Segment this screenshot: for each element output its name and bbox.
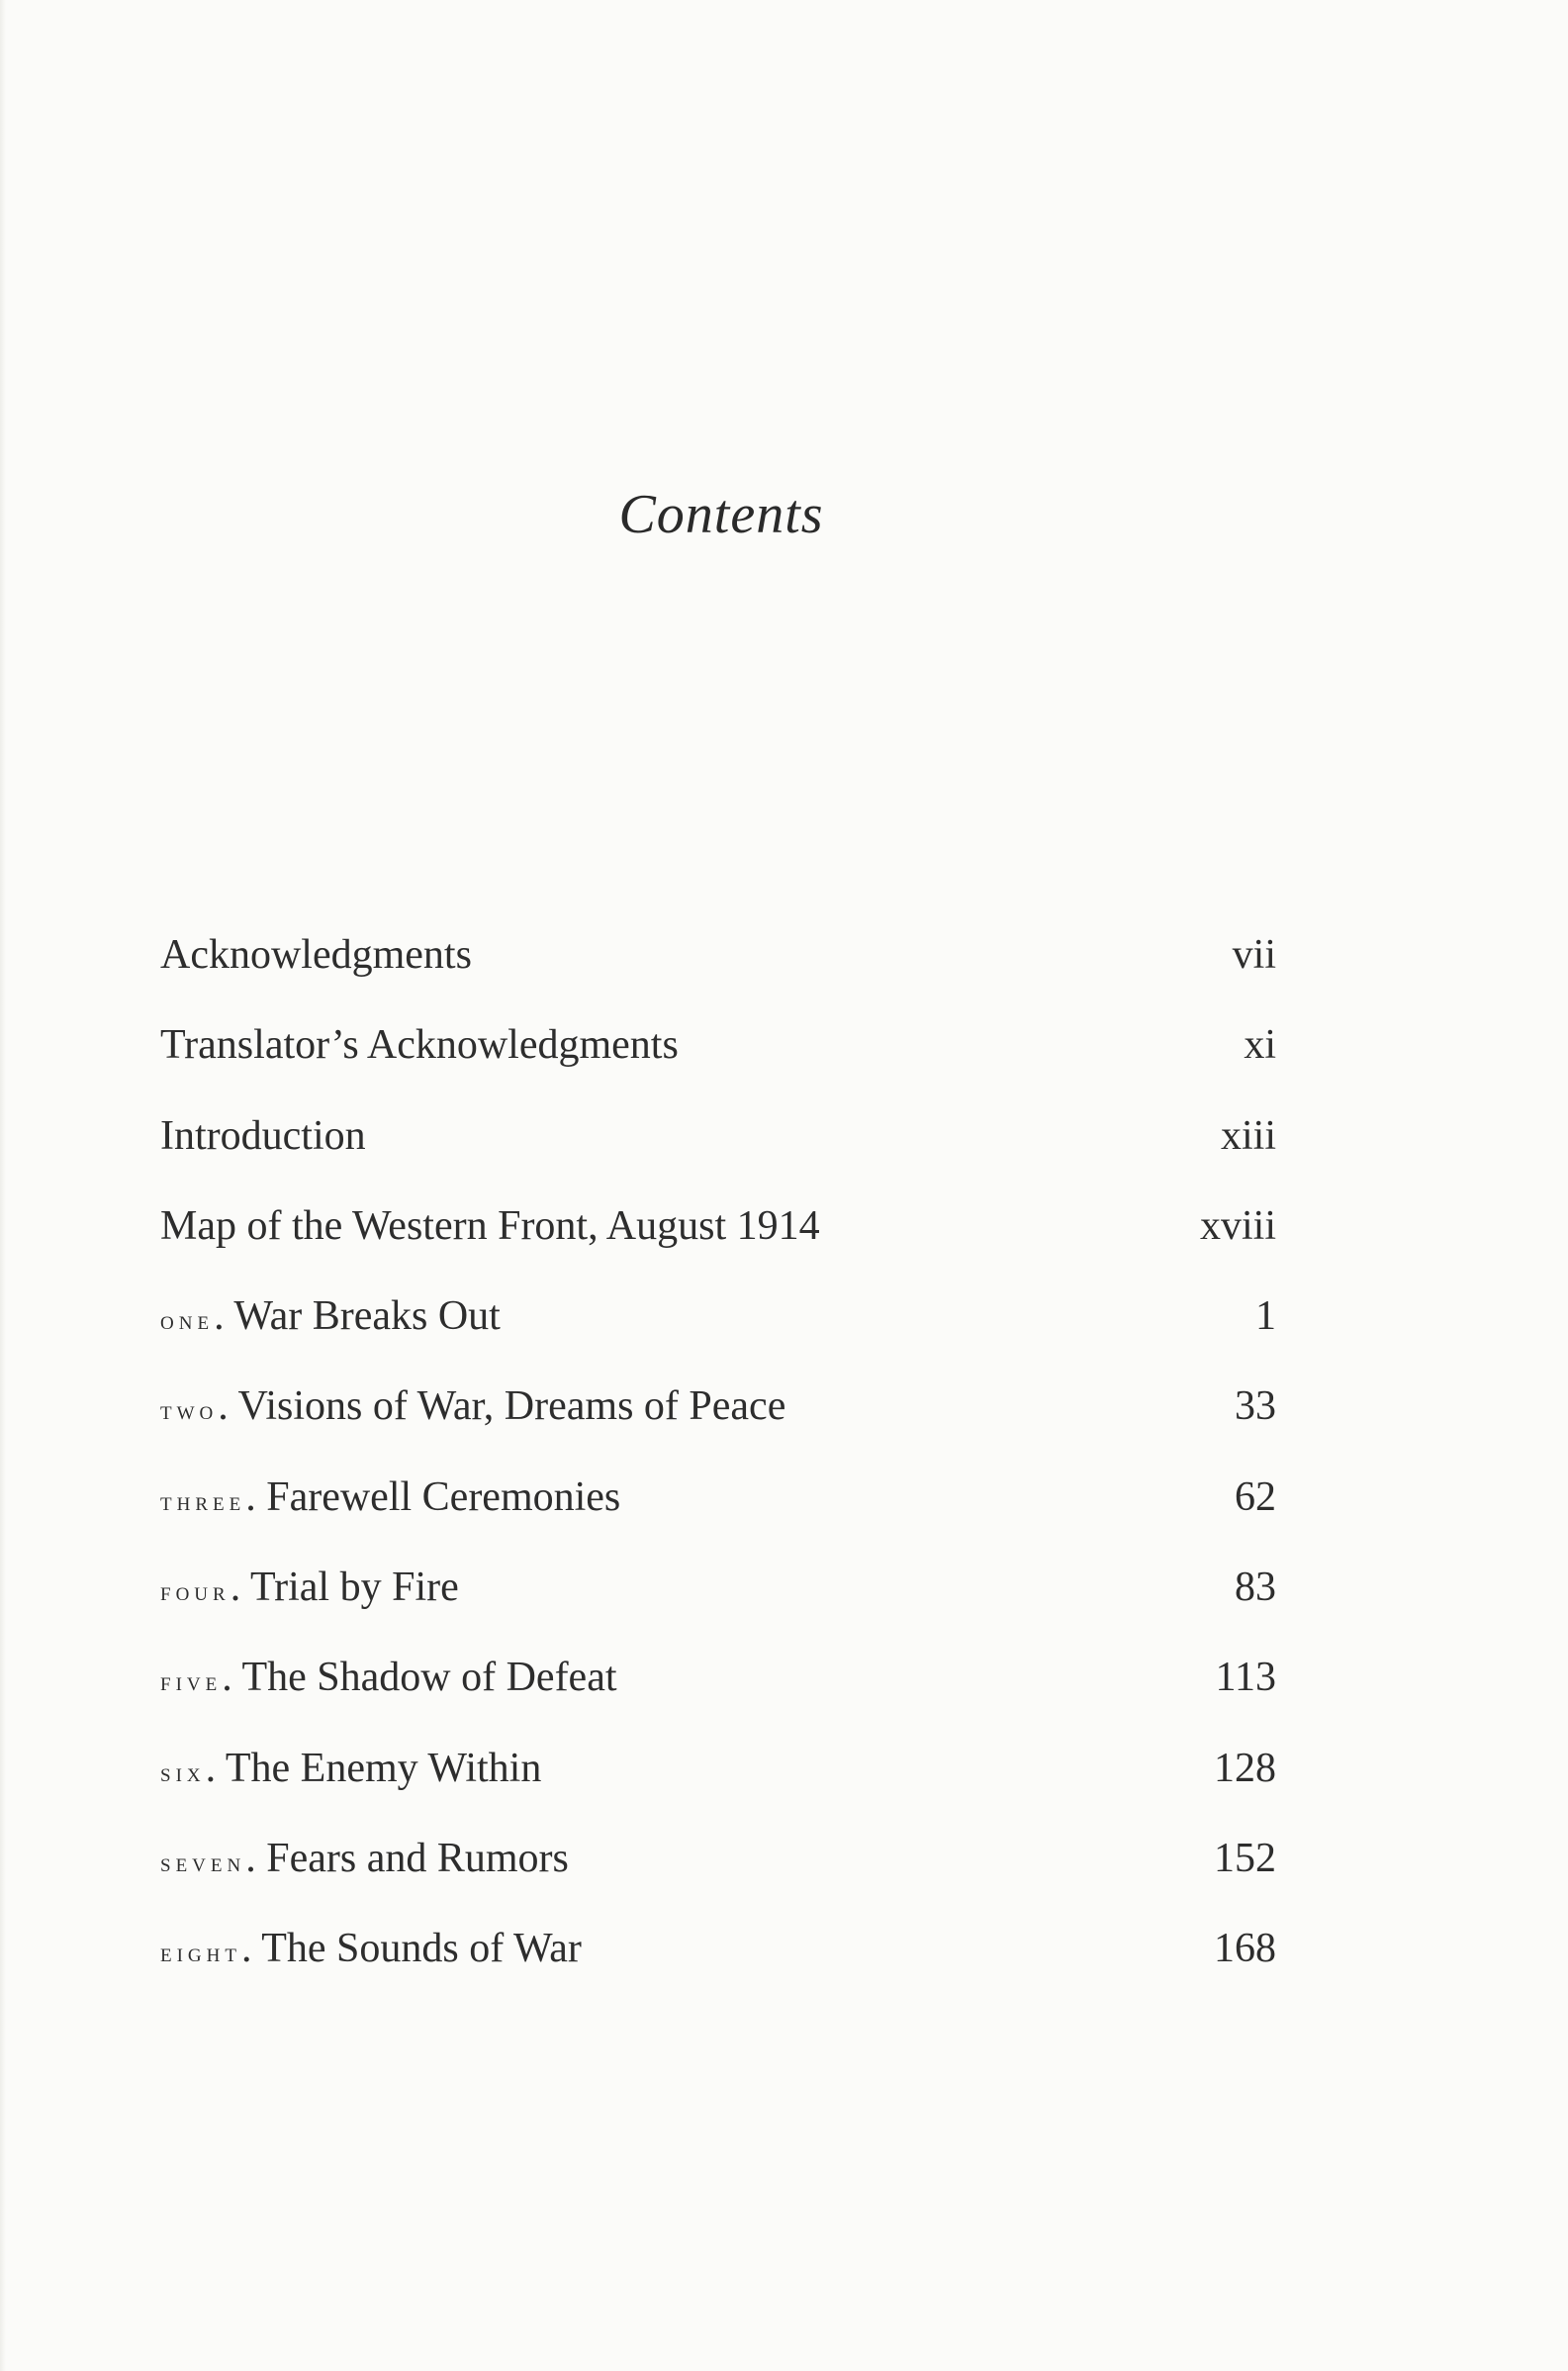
toc-entry-page: 62 xyxy=(1235,1473,1276,1520)
chapter-number: two xyxy=(160,1395,219,1426)
chapter-number: eight xyxy=(160,1938,241,1968)
toc-entry-page: 83 xyxy=(1235,1565,1276,1611)
toc-entry-title: four. Trial by Fire xyxy=(160,1565,459,1611)
toc-entry-title: one. War Breaks Out xyxy=(160,1293,501,1340)
toc-entry-chapter-two[interactable] xyxy=(160,1362,1276,1452)
toc-entry-translators-acknowledgments[interactable] xyxy=(160,1000,1276,1091)
toc-entry-title: six. The Enemy Within xyxy=(160,1745,542,1791)
toc-entry-title: five. The Shadow of Defeat xyxy=(160,1655,617,1701)
toc-entry-map[interactable] xyxy=(160,1182,1276,1272)
toc-entry-title: Acknowledgments xyxy=(160,932,472,978)
toc-entry-chapter-four[interactable] xyxy=(160,1543,1276,1633)
toc-entry-introduction[interactable] xyxy=(160,1091,1276,1182)
toc-entry-title: two. Visions of War, Dreams of Peace xyxy=(160,1383,786,1430)
toc-entry-title: seven. Fears and Rumors xyxy=(160,1835,569,1881)
chapter-number: three xyxy=(160,1485,246,1516)
toc-entry-title: Introduction xyxy=(160,1112,366,1159)
toc-entry-page: 1 xyxy=(1255,1293,1276,1340)
chapter-number: one xyxy=(160,1305,215,1336)
chapter-number: six xyxy=(160,1756,206,1787)
toc-entry-page: xiii xyxy=(1220,1112,1276,1159)
toc-entry-chapter-six[interactable] xyxy=(160,1724,1276,1814)
toc-entry-page: 168 xyxy=(1214,1926,1276,1972)
toc-entry-title: eight. The Sounds of War xyxy=(160,1926,582,1972)
page-title: Contents xyxy=(618,484,824,545)
toc-entry-acknowledgments[interactable] xyxy=(160,910,1276,1000)
toc-entry-title: Translator’s Acknowledgments xyxy=(160,1022,679,1069)
toc-entry-chapter-seven[interactable] xyxy=(160,1814,1276,1904)
toc-entry-page: xviii xyxy=(1199,1202,1276,1249)
toc-entry-chapter-five[interactable] xyxy=(160,1633,1276,1723)
toc-entry-chapter-three[interactable] xyxy=(160,1453,1276,1543)
toc-entry-page: xi xyxy=(1244,1022,1276,1069)
toc-entry-page: 33 xyxy=(1235,1383,1276,1430)
toc-entry-page: 152 xyxy=(1214,1835,1276,1881)
toc-entry-chapter-one[interactable] xyxy=(160,1272,1276,1362)
chapter-number: seven xyxy=(160,1847,246,1877)
page-edge-shadow xyxy=(0,0,6,2371)
toc-entry-page: vii xyxy=(1232,932,1276,978)
toc-entry-title: three. Farewell Ceremonies xyxy=(160,1473,621,1520)
toc-entry-chapter-eight[interactable] xyxy=(160,1904,1276,1994)
toc-entry-page: 128 xyxy=(1214,1745,1276,1791)
toc-entry-title: Map of the Western Front, August 1914 xyxy=(160,1202,820,1249)
table-of-contents xyxy=(160,910,1276,1995)
chapter-number: four xyxy=(160,1576,231,1607)
chapter-number: five xyxy=(160,1666,223,1697)
toc-entry-page: 113 xyxy=(1215,1655,1276,1701)
